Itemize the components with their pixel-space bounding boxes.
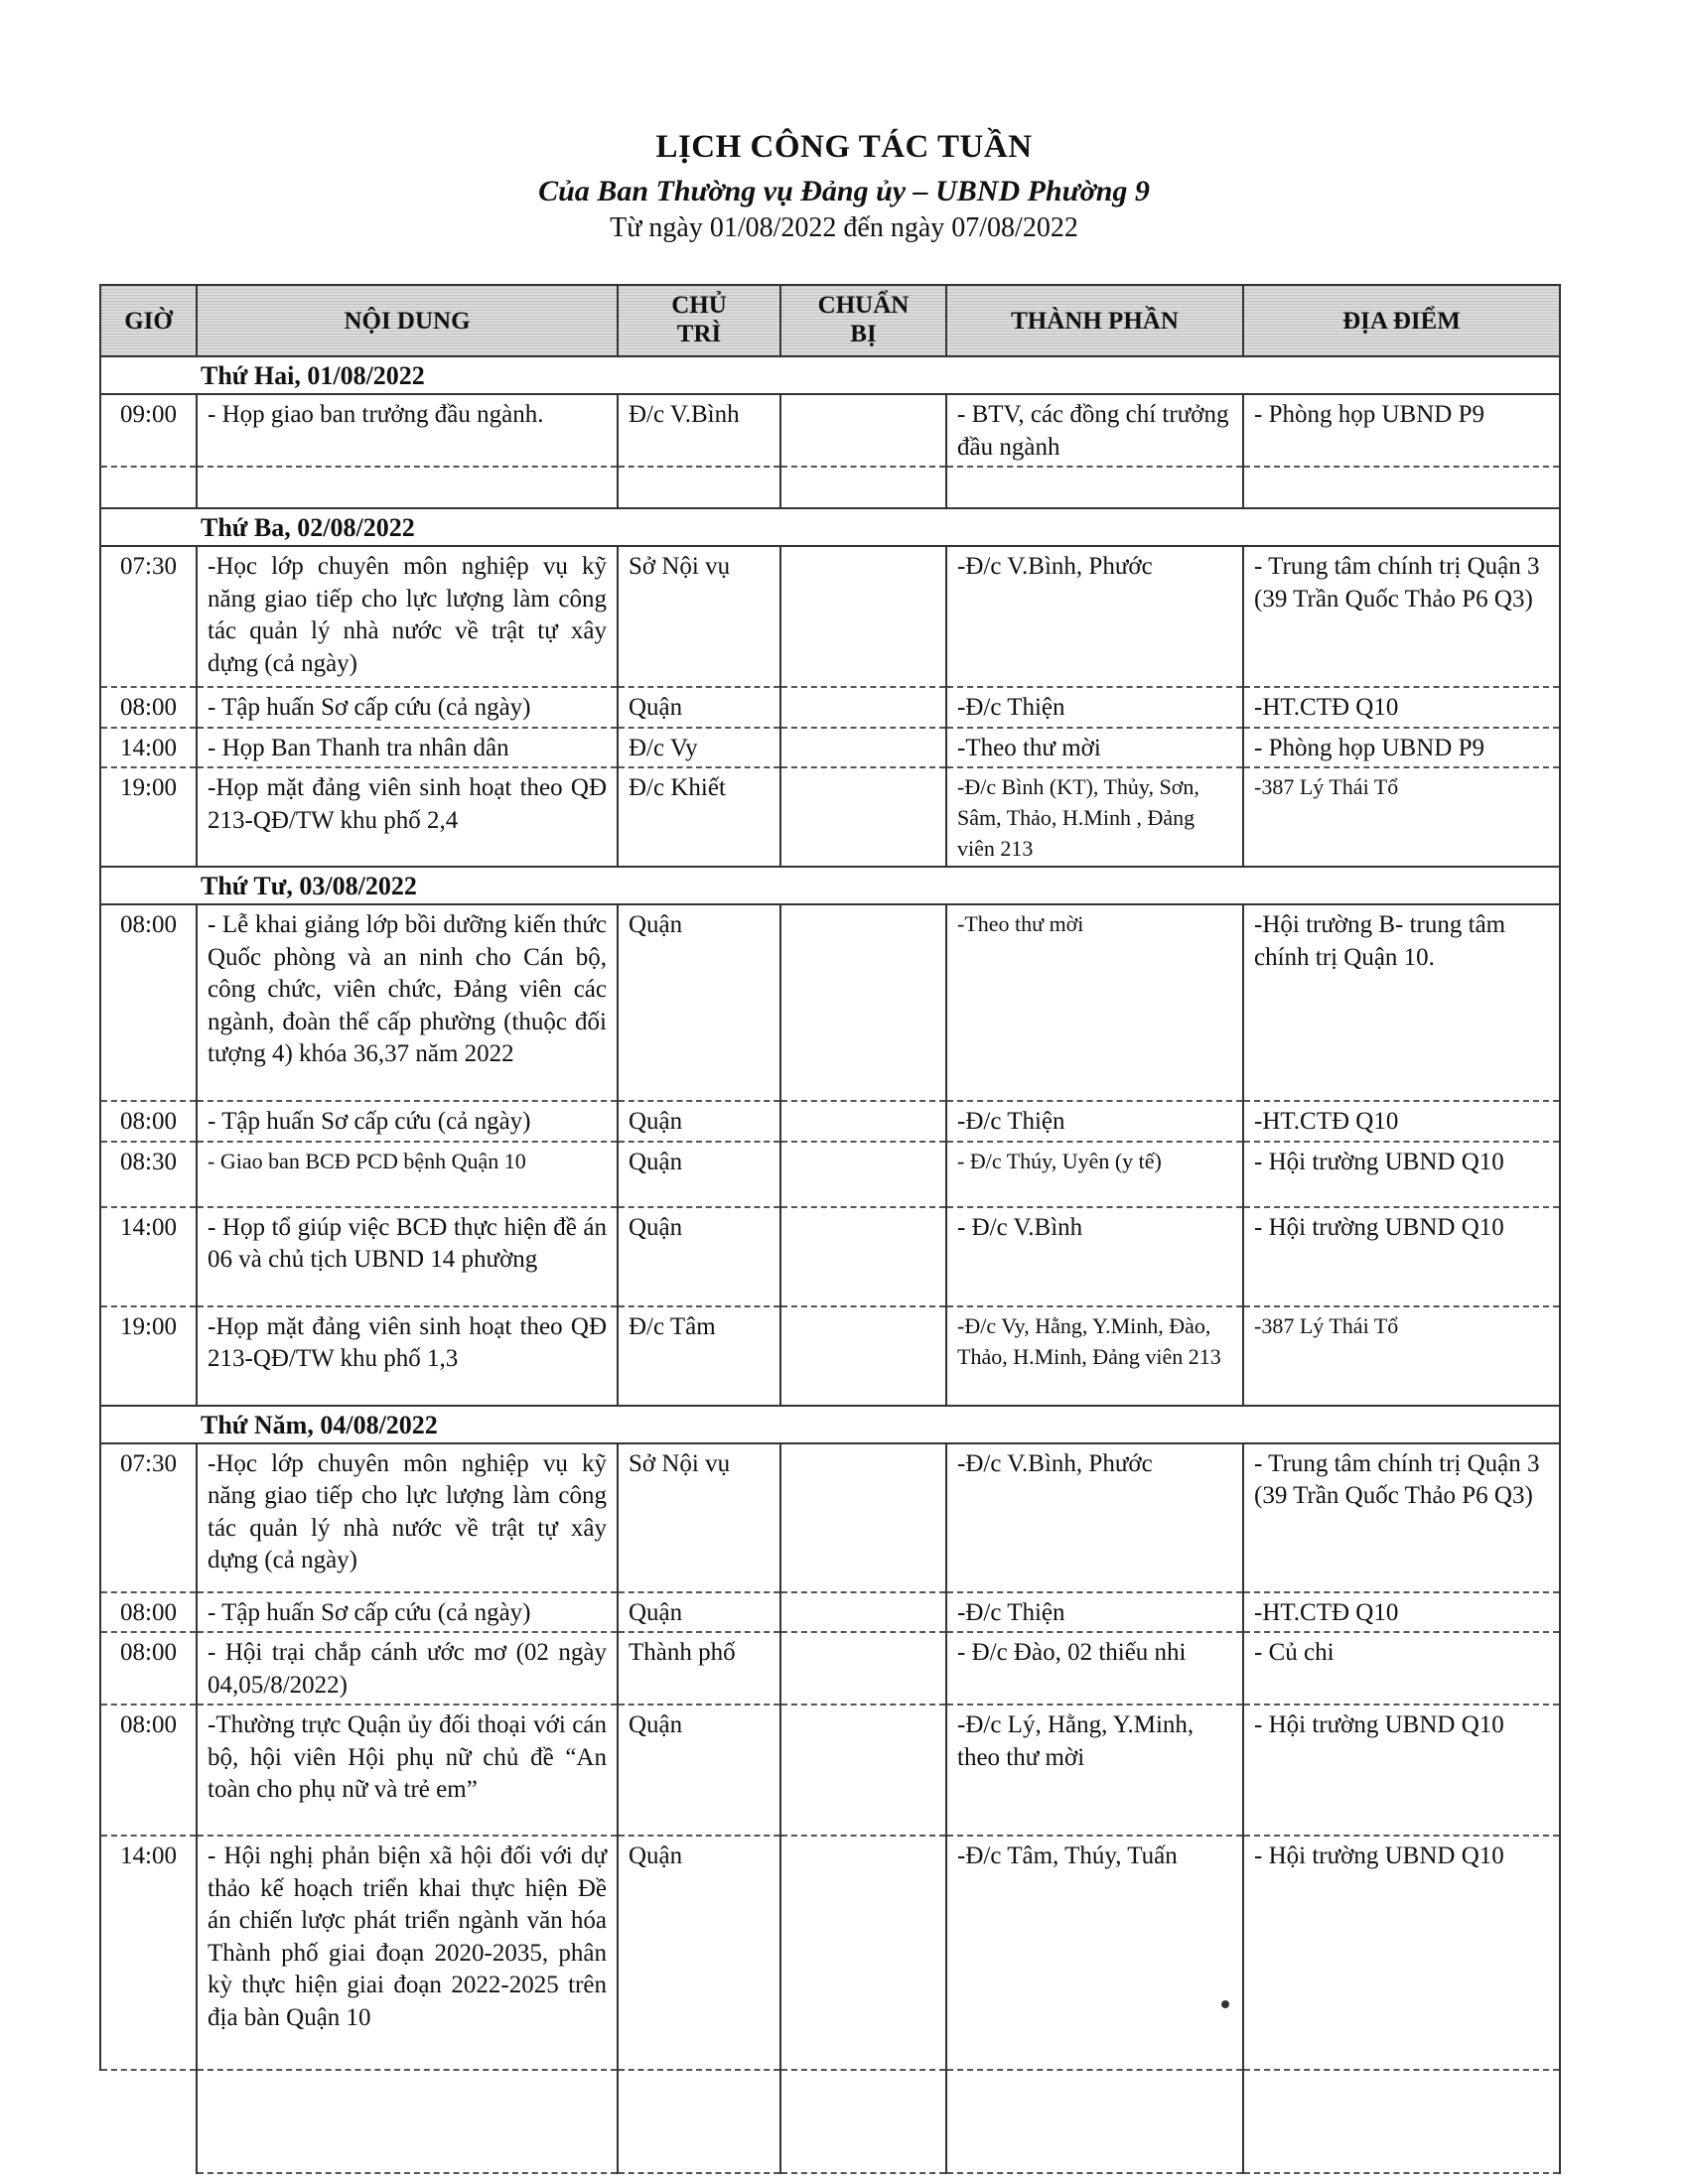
cell-chair: Thành phố (618, 1632, 780, 1705)
page-title: LỊCH CÔNG TÁC TUẦN (655, 129, 1033, 165)
cell-chair: Quận (618, 1207, 780, 1306)
day-label: Thứ Ba, 02/08/2022 (100, 508, 1560, 546)
table-row (100, 1306, 1560, 1406)
cell-content: -Học lớp chuyên môn nghiệp vụ kỹ năng giao tiếp cho lực lượng làm công tác quản lý nhà nước về trật tự xây dựng (cả ngày) (197, 1443, 618, 1592)
cell-chair: Quận (618, 1836, 780, 2070)
cell-chair: Quận (618, 687, 780, 728)
cell-participants: - BTV, các đồng chí trưởng đầu ngành (946, 394, 1243, 467)
cell-content: - Họp giao ban trưởng đầu ngành. (197, 394, 618, 467)
table-row (100, 1101, 1560, 1142)
schedule-table (99, 284, 1561, 2174)
cell-content: -Thường trực Quận ủy đối thoại với cán bộ, hội viên Hội phụ nữ chủ đề “An toàn cho phụ nữ và trẻ em” (197, 1705, 618, 1836)
table-row (100, 546, 1560, 687)
cell-location: - Phòng họp UBND P9 (1243, 394, 1560, 467)
cell-prepare (780, 1207, 946, 1306)
cell-location: -387 Lý Thái Tổ (1243, 1306, 1560, 1406)
table-row (100, 1592, 1560, 1633)
cell-participants: -Đ/c Thiện (946, 1101, 1243, 1142)
table-row (100, 1705, 1560, 1836)
header-row (100, 285, 1560, 356)
cell-prepare (780, 1836, 946, 2070)
date-range: Từ ngày 01/08/2022 đến ngày 07/08/2022 (610, 212, 1078, 243)
cell-content: - Tập huấn Sơ cấp cứu (cả ngày) (197, 1592, 618, 1633)
scan-speck (1221, 2000, 1229, 2008)
cell-location: - Củ chi (1243, 1632, 1560, 1705)
table-row (100, 1632, 1560, 1705)
cell-prepare (780, 1101, 946, 1142)
day-row (100, 1406, 1560, 1443)
cell-time: 14:00 (100, 728, 197, 768)
cell-time: 07:30 (100, 1443, 197, 1592)
cell-location: - Trung tâm chính trị Quận 3 (39 Trần Quốc Thảo P6 Q3) (1243, 546, 1560, 687)
cell-participants: -Đ/c Thiện (946, 1592, 1243, 1633)
cell-time: 08:00 (100, 1632, 197, 1705)
cell-content: -Họp mặt đảng viên sinh hoạt theo QĐ 213-QĐ/TW khu phố 1,3 (197, 1306, 618, 1406)
cell-prepare (780, 687, 946, 728)
page-subtitle: Của Ban Thường vụ Đảng ủy – UBND Phường 9 (538, 175, 1150, 207)
cell-prepare (780, 1443, 946, 1592)
table-row (100, 728, 1560, 768)
cell-content: - Hội nghị phản biện xã hội đối với dự thảo kế hoạch triển khai thực hiện Đề án chiến lược phát triển ngành văn hóa Thành phố giai đoạn 2020-2035, phân kỳ thực hiện giai đoạn 2022-2025 trên địa bàn Quận 10 (197, 1836, 618, 2070)
table-row (100, 1142, 1560, 1207)
cell-content: - Tập huấn Sơ cấp cứu (cả ngày) (197, 687, 618, 728)
cell-time: 08:00 (100, 904, 197, 1101)
cell-chair: Quận (618, 1705, 780, 1836)
empty-row (100, 2070, 1560, 2173)
cell-content: - Họp Ban Thanh tra nhân dân (197, 728, 618, 768)
cell-chair: Đ/c Vy (618, 728, 780, 768)
cell-location: -HT.CTĐ Q10 (1243, 1592, 1560, 1633)
empty-row (100, 467, 1560, 508)
cell-content: -Họp mặt đảng viên sinh hoạt theo QĐ 213-QĐ/TW khu phố 2,4 (197, 767, 618, 867)
cell-prepare (780, 394, 946, 467)
day-label: Thứ Tư, 03/08/2022 (100, 867, 1560, 904)
cell-chair: Quận (618, 1592, 780, 1633)
table-row (100, 767, 1560, 867)
cell-time: 08:00 (100, 1101, 197, 1142)
cell-content: - Họp tổ giúp việc BCĐ thực hiện đề án 06 và chủ tịch UBND 14 phường (197, 1207, 618, 1306)
cell-participants: -Đ/c Bình (KT), Thủy, Sơn, Sâm, Thảo, H.Minh , Đảng viên 213 (946, 767, 1243, 867)
table-row (100, 687, 1560, 728)
cell-content: - Hội trại chắp cánh ước mơ (02 ngày 04,05/8/2022) (197, 1632, 618, 1705)
cell-location: - Trung tâm chính trị Quận 3 (39 Trần Quốc Thảo P6 Q3) (1243, 1443, 1560, 1592)
cell-content: -Học lớp chuyên môn nghiệp vụ kỹ năng giao tiếp cho lực lượng làm công tác quản lý nhà nước về trật tự xây dựng (cả ngày) (197, 546, 618, 687)
table-row (100, 1836, 1560, 2070)
cell-prepare (780, 1142, 946, 1207)
cell-time: 08:30 (100, 1142, 197, 1207)
cell-prepare (780, 904, 946, 1101)
cell-time: 08:00 (100, 1705, 197, 1836)
cell-chair: Sở Nội vụ (618, 546, 780, 687)
cell-prepare (780, 767, 946, 867)
table-row (100, 1443, 1560, 1592)
cell-location: -Hội trường B- trung tâm chính trị Quận 10. (1243, 904, 1560, 1101)
cell-location: - Phòng họp UBND P9 (1243, 728, 1560, 768)
col-header-time: GIỜ (100, 285, 197, 356)
cell-participants: -Đ/c V.Bình, Phước (946, 1443, 1243, 1592)
cell-participants: -Đ/c Vy, Hằng, Y.Minh, Đào, Thảo, H.Minh, Đảng viên 213 (946, 1306, 1243, 1406)
cell-chair: Quận (618, 904, 780, 1101)
cell-prepare (780, 728, 946, 768)
day-row (100, 356, 1560, 394)
table-row (100, 394, 1560, 467)
cell-participants: - Đ/c Thúy, Uyên (y tế) (946, 1142, 1243, 1207)
cell-location: -HT.CTĐ Q10 (1243, 1101, 1560, 1142)
cell-prepare (780, 1306, 946, 1406)
cell-chair: Quận (618, 1142, 780, 1207)
cell-participants: -Đ/c Tâm, Thúy, Tuấn (946, 1836, 1243, 2070)
cell-location: -HT.CTĐ Q10 (1243, 687, 1560, 728)
cell-location: - Hội trường UBND Q10 (1243, 1836, 1560, 2070)
cell-participants: - Đ/c Đào, 02 thiếu nhi (946, 1632, 1243, 1705)
cell-participants: -Theo thư mời (946, 728, 1243, 768)
cell-chair: Quận (618, 1101, 780, 1142)
cell-participants: -Theo thư mời (946, 904, 1243, 1101)
col-header-location: ĐỊA ĐIỂM (1243, 285, 1560, 356)
cell-time: 07:30 (100, 546, 197, 687)
cell-time: 08:00 (100, 1592, 197, 1633)
cell-chair: Sở Nội vụ (618, 1443, 780, 1592)
cell-prepare (780, 1632, 946, 1705)
cell-chair: Đ/c Khiết (618, 767, 780, 867)
day-row (100, 508, 1560, 546)
cell-content: - Giao ban BCĐ PCD bệnh Quận 10 (197, 1142, 618, 1207)
cell-time: 14:00 (100, 1836, 197, 2070)
cell-location: - Hội trường UBND Q10 (1243, 1207, 1560, 1306)
cell-location: - Hội trường UBND Q10 (1243, 1142, 1560, 1207)
cell-time: 08:00 (100, 687, 197, 728)
table-row (100, 1207, 1560, 1306)
col-header-prepare: CHUẨN BỊ (780, 285, 946, 356)
cell-time: 19:00 (100, 767, 197, 867)
cell-prepare (780, 546, 946, 687)
cell-participants: -Đ/c Lý, Hằng, Y.Minh, theo thư mời (946, 1705, 1243, 1836)
cell-participants: -Đ/c V.Bình, Phước (946, 546, 1243, 687)
cell-time: 09:00 (100, 394, 197, 467)
cell-chair: Đ/c Tâm (618, 1306, 780, 1406)
cell-participants: - Đ/c V.Bình (946, 1207, 1243, 1306)
cell-location: -387 Lý Thái Tổ (1243, 767, 1560, 867)
cell-content: - Lễ khai giảng lớp bồi dưỡng kiến thức Quốc phòng và an ninh cho Cán bộ, công chức, viên chức, Đảng viên các ngành, đoàn thể cấp phường (thuộc đối tượng 4) khóa 36,37 năm 2022 (197, 904, 618, 1101)
col-header-chair: CHỦ TRÌ (618, 285, 780, 356)
cell-time: 14:00 (100, 1207, 197, 1306)
day-row (100, 867, 1560, 904)
cell-content: - Tập huấn Sơ cấp cứu (cả ngày) (197, 1101, 618, 1142)
col-header-participants: THÀNH PHẦN (946, 285, 1243, 356)
cell-time: 19:00 (100, 1306, 197, 1406)
cell-prepare (780, 1705, 946, 1836)
cell-participants: -Đ/c Thiện (946, 687, 1243, 728)
cell-location: - Hội trường UBND Q10 (1243, 1705, 1560, 1836)
day-label: Thứ Hai, 01/08/2022 (100, 356, 1560, 394)
col-header-content: NỘI DUNG (197, 285, 618, 356)
table-row (100, 904, 1560, 1101)
cell-prepare (780, 1592, 946, 1633)
day-label: Thứ Năm, 04/08/2022 (100, 1406, 1560, 1443)
cell-chair: Đ/c V.Bình (618, 394, 780, 467)
